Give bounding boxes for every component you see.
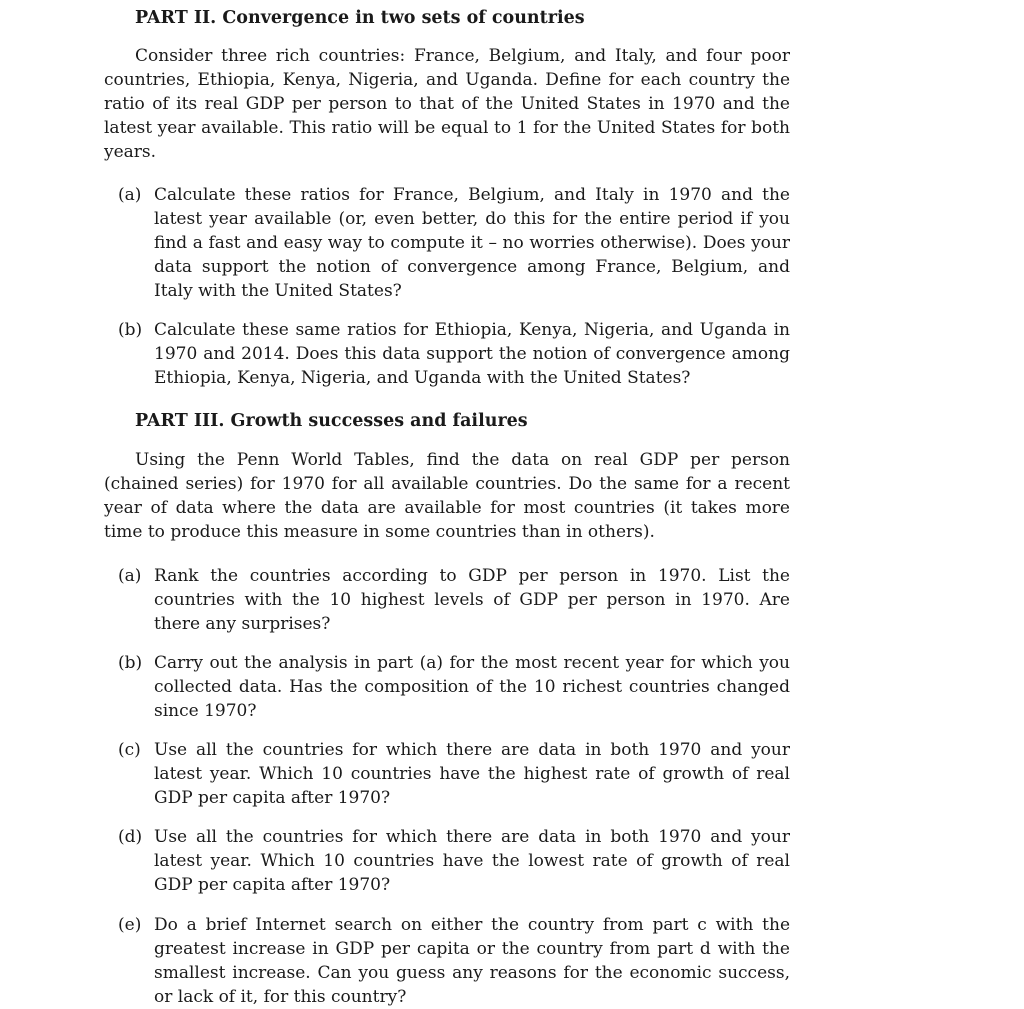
item-label: (e) [118, 915, 142, 935]
item-text: Carry out the analysis in part (a) for the most recent year for which you collected data. Has the composition of the 10 richest countries changed since 1970? [154, 653, 790, 721]
item-text: Use all the countries for which there are data in both 1970 and your latest year. Which 10 countries have the lowest rate of growth of real GDP per capita after 1970? [154, 827, 790, 895]
item-label: (a) [118, 185, 142, 205]
item-text: Calculate these ratios for France, Belgium, and Italy in 1970 and the latest year available (or, even better, do this for the entire period if you find a fast and easy way to compute it – no worries otherwise). Does your data support the notion of convergence among France, Belgium, and Italy with the United States? [154, 185, 790, 301]
part3-item-c [118, 738, 790, 810]
item-label: (b) [118, 320, 143, 340]
part3-item-d [118, 825, 790, 897]
item-text: Use all the countries for which there are data in both 1970 and your latest year. Which 10 countries have the highest rate of growth of real GDP per capita after 1970? [154, 740, 790, 808]
part2-item-b [118, 318, 790, 390]
part3-intro-paragraph: Using the Penn World Tables, find the data on real GDP per person (chained series) for 1970 for all available countries. Do the same for a recent year of data where the data are available for most countries (it takes more time to produce this measure in some countries than in others). [104, 450, 790, 542]
part3-heading: PART III. Growth successes and failures [135, 411, 528, 431]
item-text: Rank the countries according to GDP per person in 1970. List the countries with the 10 highest levels of GDP per person in 1970. Are there any surprises? [154, 566, 790, 634]
part2-item-a [118, 183, 790, 303]
item-text: Do a brief Internet search on either the country from part c with the greatest increase in GDP per capita or the country from part d with the smallest increase. Can you guess any reasons for the economic success, or lack of it, for this country? [154, 915, 790, 1007]
item-label: (d) [118, 827, 143, 847]
part3-item-b [118, 651, 790, 723]
part3-item-e [118, 913, 790, 1009]
part2-heading: PART II. Convergence in two sets of countries [135, 8, 585, 28]
item-label: (c) [118, 740, 141, 760]
item-label: (b) [118, 653, 143, 673]
part2-intro-paragraph: Consider three rich countries: France, Belgium, and Italy, and four poor countries, Ethiopia, Kenya, Nigeria, and Uganda. Define for each country the ratio of its real GDP per person to that of the United States in 1970 and the latest year available. This ratio will be equal to 1 for the United States for both years. [104, 46, 790, 162]
item-text: Calculate these same ratios for Ethiopia, Kenya, Nigeria, and Uganda in 1970 and 2014. Does this data support the notion of convergence among Ethiopia, Kenya, Nigeria, and Uganda with the United States? [154, 320, 790, 388]
item-label: (a) [118, 566, 142, 586]
part3-item-a [118, 564, 790, 636]
